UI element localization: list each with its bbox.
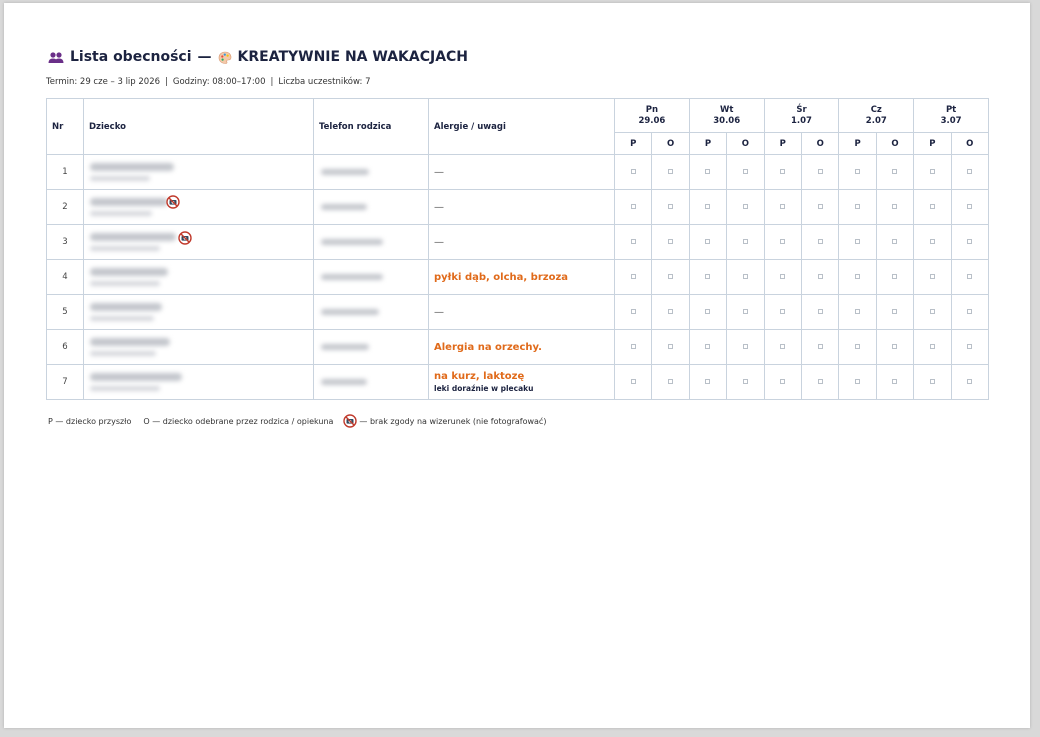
meta-participants: Liczba uczestników: 7	[278, 77, 371, 87]
checkbox-square	[631, 169, 636, 174]
checkbox-square	[930, 239, 935, 244]
day-date: 3.07	[940, 115, 962, 126]
day-name: Pt	[945, 104, 957, 115]
meta-hours: Godziny: 08:00–17:00	[172, 77, 266, 87]
pickup-checkbox-cell	[801, 260, 838, 295]
checkbox-square	[743, 204, 748, 209]
checkbox-square	[780, 309, 785, 314]
checkbox-square	[705, 379, 710, 384]
allergy-note	[429, 260, 615, 295]
present-checkbox-cell	[839, 365, 876, 400]
checkbox-square	[668, 344, 673, 349]
meta-term: Termin: 29 cze – 3 lip 2026	[46, 77, 161, 87]
pickup-checkbox-cell	[652, 155, 689, 190]
pickup-checkbox-cell	[727, 155, 764, 190]
day-name: Wt	[719, 104, 734, 115]
checkbox-square	[705, 204, 710, 209]
checkbox-square	[930, 169, 935, 174]
checkbox-square	[855, 344, 860, 349]
pickup-checkbox-cell	[652, 225, 689, 260]
checkbox-square	[818, 169, 823, 174]
present-checkbox-cell	[914, 225, 951, 260]
table-row	[47, 330, 989, 365]
checkbox-square	[743, 274, 748, 279]
allergy-note	[429, 365, 615, 400]
checkbox-square	[705, 239, 710, 244]
table-row	[47, 155, 989, 190]
checkbox-square	[780, 239, 785, 244]
header-picked-up: O	[951, 133, 988, 155]
present-checkbox-cell	[764, 295, 801, 330]
parent-phone-redacted	[314, 365, 429, 400]
checkbox-square	[668, 274, 673, 279]
table-row	[47, 190, 989, 225]
present-checkbox-cell	[615, 295, 652, 330]
checkbox-square	[967, 379, 972, 384]
checkbox-square	[818, 239, 823, 244]
day-header	[615, 99, 690, 133]
checkbox-square	[967, 309, 972, 314]
present-checkbox-cell	[615, 225, 652, 260]
pickup-checkbox-cell	[876, 365, 913, 400]
present-checkbox-cell	[764, 155, 801, 190]
day-header	[914, 99, 989, 133]
allergy-none: —	[434, 166, 444, 178]
row-number: 5	[47, 295, 84, 330]
header-present: P	[689, 133, 726, 155]
allergy-alert: na kurz, laktozę	[434, 371, 525, 382]
present-checkbox-cell	[914, 190, 951, 225]
checkbox-square	[892, 204, 897, 209]
header-present: P	[615, 133, 652, 155]
present-checkbox-cell	[689, 295, 726, 330]
day-date: 2.07	[865, 115, 887, 126]
checkbox-square	[967, 344, 972, 349]
checkbox-square	[967, 239, 972, 244]
day-date: 29.06	[638, 115, 666, 126]
checkbox-square	[930, 379, 935, 384]
parent-phone-redacted	[314, 225, 429, 260]
allergy-note	[429, 295, 615, 330]
parent-phone-redacted	[314, 190, 429, 225]
header-phone: Telefon rodzica	[314, 99, 429, 155]
pickup-checkbox-cell	[876, 295, 913, 330]
pickup-checkbox-cell	[951, 260, 988, 295]
checkbox-square	[818, 344, 823, 349]
present-checkbox-cell	[914, 330, 951, 365]
checkbox-square	[818, 379, 823, 384]
present-checkbox-cell	[839, 260, 876, 295]
day-name: Pn	[645, 104, 659, 115]
checkbox-square	[705, 344, 710, 349]
checkbox-square	[780, 274, 785, 279]
checkbox-square	[892, 379, 897, 384]
row-number: 3	[47, 225, 84, 260]
child-name-redacted	[84, 225, 314, 260]
checkbox-square	[818, 204, 823, 209]
checkbox-square	[780, 204, 785, 209]
allergy-note	[429, 330, 615, 365]
checkbox-square	[855, 379, 860, 384]
allergy-note	[429, 155, 615, 190]
parent-phone-redacted	[314, 295, 429, 330]
day-date: 1.07	[791, 115, 812, 126]
present-checkbox-cell	[764, 225, 801, 260]
pickup-checkbox-cell	[727, 295, 764, 330]
header-present: P	[839, 133, 876, 155]
checkbox-square	[631, 274, 636, 279]
header-nr: Nr	[47, 99, 84, 155]
pickup-checkbox-cell	[876, 190, 913, 225]
meta-line: Termin: 29 cze – 3 lip 2026 | Godziny: 08:00–17:00 | Liczba uczestników: 7	[46, 77, 371, 87]
day-header	[839, 99, 914, 133]
table-row	[47, 260, 989, 295]
child-name-redacted	[84, 365, 314, 400]
checkbox-square	[892, 169, 897, 174]
table-row	[47, 225, 989, 260]
allergy-alert: Alergia na orzechy.	[434, 341, 542, 353]
checkbox-square	[705, 169, 710, 174]
present-checkbox-cell	[914, 260, 951, 295]
checkbox-square	[668, 309, 673, 314]
checkbox-square	[967, 274, 972, 279]
present-checkbox-cell	[764, 260, 801, 295]
checkbox-square	[780, 169, 785, 174]
present-checkbox-cell	[689, 155, 726, 190]
pickup-checkbox-cell	[951, 330, 988, 365]
checkbox-square	[743, 379, 748, 384]
present-checkbox-cell	[764, 190, 801, 225]
present-checkbox-cell	[839, 155, 876, 190]
child-name-redacted	[84, 190, 314, 225]
row-number: 6	[47, 330, 84, 365]
checkbox-square	[743, 344, 748, 349]
checkbox-square	[855, 274, 860, 279]
checkbox-square	[892, 239, 897, 244]
present-checkbox-cell	[914, 365, 951, 400]
pickup-checkbox-cell	[727, 260, 764, 295]
checkbox-square	[892, 309, 897, 314]
pickup-checkbox-cell	[876, 330, 913, 365]
allergy-note	[429, 190, 615, 225]
present-checkbox-cell	[764, 330, 801, 365]
palette-icon	[218, 51, 232, 64]
allergy-none: —	[434, 236, 444, 248]
pickup-checkbox-cell	[951, 295, 988, 330]
child-name-redacted	[84, 295, 314, 330]
checkbox-square	[855, 309, 860, 314]
pickup-checkbox-cell	[801, 225, 838, 260]
pickup-checkbox-cell	[801, 330, 838, 365]
checkbox-square	[892, 274, 897, 279]
present-checkbox-cell	[689, 225, 726, 260]
checkbox-square	[743, 309, 748, 314]
pickup-checkbox-cell	[876, 225, 913, 260]
header-picked-up: O	[727, 133, 764, 155]
checkbox-square	[818, 274, 823, 279]
pickup-checkbox-cell	[727, 330, 764, 365]
row-number: 2	[47, 190, 84, 225]
row-number: 4	[47, 260, 84, 295]
pickup-checkbox-cell	[951, 155, 988, 190]
parent-phone-redacted	[314, 330, 429, 365]
header-present: P	[914, 133, 951, 155]
document-page	[4, 3, 1030, 728]
checkbox-square	[743, 169, 748, 174]
legend-p: P — dziecko przyszło	[48, 416, 132, 426]
child-name-redacted	[84, 155, 314, 190]
present-checkbox-cell	[914, 155, 951, 190]
pickup-checkbox-cell	[876, 155, 913, 190]
checkbox-square	[631, 344, 636, 349]
present-checkbox-cell	[689, 190, 726, 225]
allergy-alert: pyłki dąb, olcha, brzoza	[434, 271, 569, 283]
checkbox-square	[631, 309, 636, 314]
present-checkbox-cell	[615, 155, 652, 190]
header-allergies: Alergie / uwagi	[429, 99, 615, 155]
checkbox-square	[668, 379, 673, 384]
pickup-checkbox-cell	[652, 295, 689, 330]
checkbox-square	[668, 204, 673, 209]
checkbox-square	[930, 204, 935, 209]
checkbox-square	[855, 169, 860, 174]
present-checkbox-cell	[615, 330, 652, 365]
header-child: Dziecko	[84, 99, 314, 155]
header-picked-up: O	[876, 133, 913, 155]
pickup-checkbox-cell	[801, 155, 838, 190]
checkbox-square	[705, 274, 710, 279]
checkbox-square	[855, 239, 860, 244]
legend-o: O — dziecko odebrane przez rodzica / opiekuna	[143, 416, 334, 426]
checkbox-square	[743, 239, 748, 244]
pickup-checkbox-cell	[652, 365, 689, 400]
pickup-checkbox-cell	[652, 330, 689, 365]
checkbox-square	[892, 344, 897, 349]
pickup-checkbox-cell	[951, 190, 988, 225]
no-camera-icon	[166, 195, 180, 209]
parent-phone-redacted	[314, 155, 429, 190]
title-text: Lista obecności	[70, 49, 192, 65]
people-icon	[48, 50, 64, 64]
day-name: Cz	[870, 104, 882, 115]
present-checkbox-cell	[615, 190, 652, 225]
checkbox-square	[631, 239, 636, 244]
checkbox-square	[668, 239, 673, 244]
checkbox-square	[631, 379, 636, 384]
present-checkbox-cell	[839, 190, 876, 225]
pickup-checkbox-cell	[652, 190, 689, 225]
legend-no-photo: — brak zgody na wizerunek (nie fotografować)	[359, 416, 547, 426]
pickup-checkbox-cell	[876, 260, 913, 295]
table-row	[47, 295, 989, 330]
table-row	[47, 365, 989, 400]
child-name-redacted	[84, 260, 314, 295]
pickup-checkbox-cell	[801, 365, 838, 400]
checkbox-square	[668, 169, 673, 174]
page-title	[48, 49, 468, 65]
checkbox-square	[631, 204, 636, 209]
checkbox-square	[780, 344, 785, 349]
pickup-checkbox-cell	[652, 260, 689, 295]
checkbox-square	[855, 204, 860, 209]
parent-phone-redacted	[314, 260, 429, 295]
allergy-subnote: leki doraźnie w plecaku	[434, 384, 534, 393]
header-present: P	[764, 133, 801, 155]
title-separator: —	[197, 49, 212, 65]
no-camera-icon	[343, 414, 357, 428]
day-header	[689, 99, 764, 133]
present-checkbox-cell	[839, 225, 876, 260]
day-header	[764, 99, 839, 133]
checkbox-square	[967, 169, 972, 174]
checkbox-square	[930, 274, 935, 279]
no-camera-icon	[178, 231, 192, 245]
pickup-checkbox-cell	[951, 365, 988, 400]
checkbox-square	[818, 309, 823, 314]
pickup-checkbox-cell	[727, 365, 764, 400]
present-checkbox-cell	[689, 365, 726, 400]
row-number: 7	[47, 365, 84, 400]
checkbox-square	[780, 379, 785, 384]
day-date: 30.06	[713, 115, 741, 126]
allergy-none: —	[434, 306, 444, 318]
present-checkbox-cell	[914, 295, 951, 330]
present-checkbox-cell	[689, 260, 726, 295]
pickup-checkbox-cell	[727, 225, 764, 260]
pickup-checkbox-cell	[801, 190, 838, 225]
pickup-checkbox-cell	[801, 295, 838, 330]
pickup-checkbox-cell	[727, 190, 764, 225]
present-checkbox-cell	[839, 330, 876, 365]
allergy-none: —	[434, 201, 444, 213]
pickup-checkbox-cell	[951, 225, 988, 260]
attendance-table	[46, 98, 989, 400]
allergy-note	[429, 225, 615, 260]
present-checkbox-cell	[615, 365, 652, 400]
present-checkbox-cell	[764, 365, 801, 400]
camp-name: KREATYWNIE NA WAKACJACH	[237, 49, 469, 65]
checkbox-square	[930, 309, 935, 314]
header-picked-up: O	[652, 133, 689, 155]
checkbox-square	[705, 309, 710, 314]
day-name: Śr	[796, 104, 807, 115]
present-checkbox-cell	[689, 330, 726, 365]
checkbox-square	[930, 344, 935, 349]
present-checkbox-cell	[839, 295, 876, 330]
row-number: 1	[47, 155, 84, 190]
header-picked-up: O	[801, 133, 838, 155]
present-checkbox-cell	[615, 260, 652, 295]
checkbox-square	[967, 204, 972, 209]
legend	[48, 414, 546, 428]
child-name-redacted	[84, 330, 314, 365]
